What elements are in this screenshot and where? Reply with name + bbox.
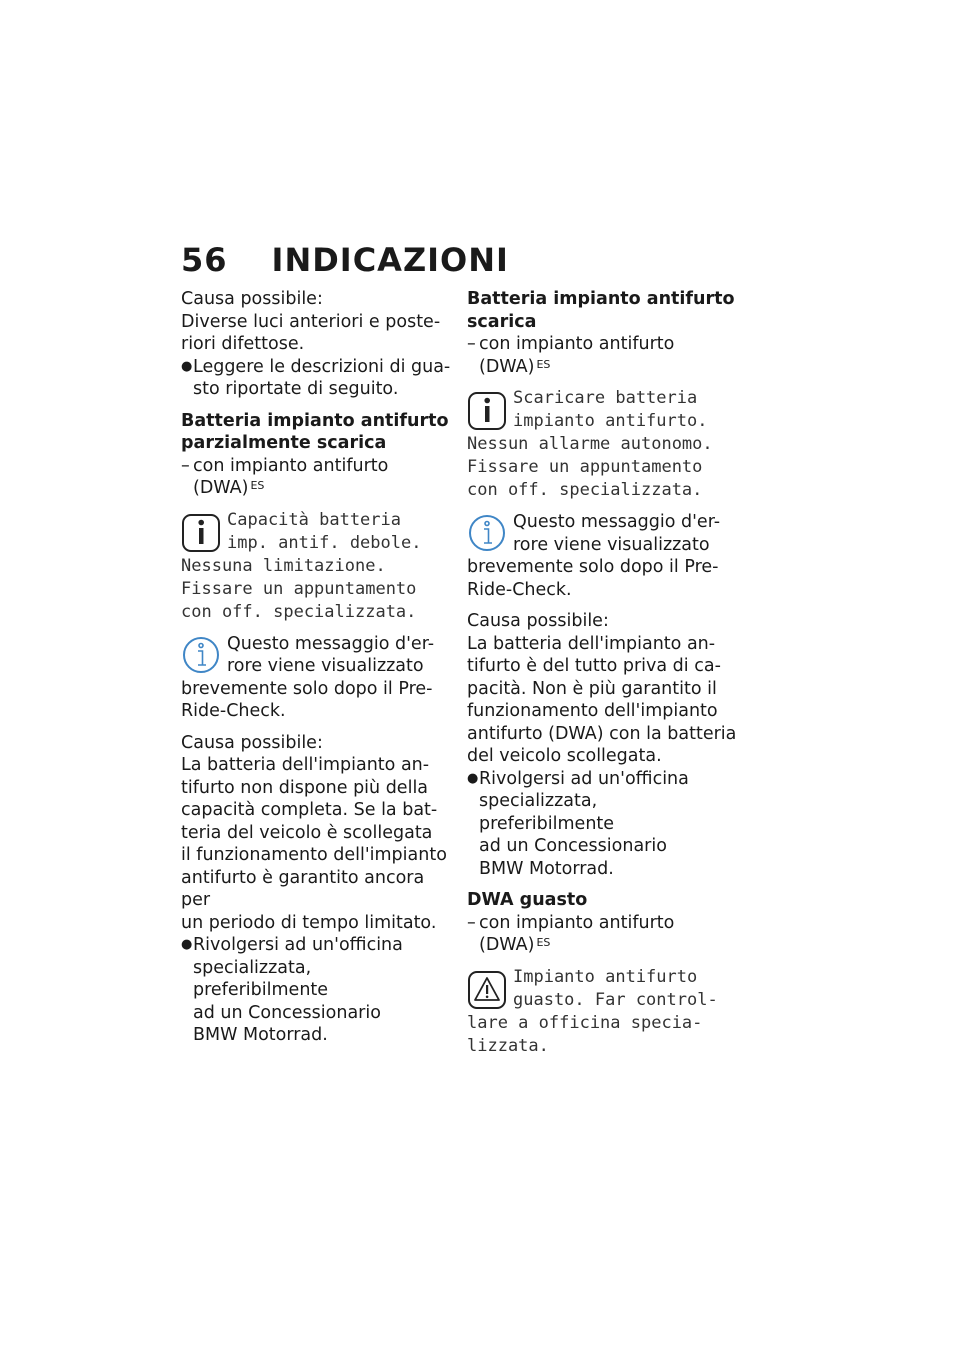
condition-item: – con impianto antifurto (DWA) $^{ES}$	[467, 912, 675, 955]
cause-line: Diverse luci anteriori e poste-	[181, 311, 441, 332]
bullet-icon: ●	[181, 937, 193, 952]
section-title: Batteria impianto antifurto	[467, 289, 735, 309]
section-title: Batteria impianto antifurto	[181, 410, 449, 431]
display-message: Scaricare batteria impianto antifurto. Nessun allarme autonomo. Fissare un appuntamento con off. specializzata.	[467, 388, 713, 500]
bullet-item: ● Rivolgersi ad un'officina specializzata, preferibilmente ad un Concessionario BMW Motorrad.	[467, 768, 689, 879]
display-message: Capacità batteria imp. antif. debole. Nessuna limitazione. Fissare un appuntamento con off. specializzata.	[181, 509, 422, 622]
condition-item: – con impianto antifurto (DWA) $^{ES}$	[181, 455, 389, 498]
right-column: Batteria impianto antifurto scarica – con impianto antifurto (DWA) $^{ES}$ Scaricare batteria impianto antifurto. Nessun allarme autonomo. Fissare un appuntamento con off. specializzata. Questo messaggio d'er- rore viene visualizzato brevemente solo dopo il Pre- Ride-Check. Causa possibile: La batteria dell'impianto an- tifurto è del tutto priva di ca- pacità. Non è più garantito il funzionamento dell'impianto antifurto (DWA) con la batteria del veicolo scollegata. ● Rivolgersi ad un'officina specializzata, preferibilmente ad un Concessionario BMW Motorrad. DWA guasto – con impianto antifurto (DWA) $^{ES}$ Impianto antifurto guasto. Far control- lare a officina specia- lizzata.	[467, 289, 737, 1056]
warning-icon	[467, 968, 507, 1012]
info-icon	[181, 511, 221, 555]
bullet-icon: ●	[181, 358, 193, 374]
hint-note: Questo messaggio d'er- rore viene visualizzato brevemente solo dopo il Pre- Ride-Check.	[467, 512, 721, 600]
cause-label: Causa possibile:	[181, 732, 323, 753]
bullet-item: ● Rivolgersi ad un'officina specializzata, preferibilmente ad un Concessionario BMW Motorrad.	[181, 935, 403, 1045]
hint-note: Questo messaggio d'er- rore viene visualizzato brevemente solo dopo il Pre- Ride-Check.	[181, 633, 435, 721]
left-column: Causa possibile: Diverse luci anteriori e poste- riori difettose. ● Leggere le descrizioni di gua- sto riportate di seguito. Batteria impianto antifurto parzialmente scarica – con impianto antifurto (DWA) $^{ES}$ Capacità batteria imp. antif. debole. Nessuna limitazione. Fissare un appuntamento con off. specializzata. Questo messaggio d'er- rore viene visualizzato brevemente solo dopo il Pre- Ride-Check. Causa possibile: La batteria dell'impianto an- tifurto non dispone più della capacità completa. Se la bat- teria del veicolo è scollegata il funzionamento dell'impianto antifurto è garantito ancora per un periodo di tempo limitato. ● Rivolgersi ad un'officina specializzata, preferibilmente ad un Concessionario BMW Motorrad.	[181, 289, 451, 1045]
cause-line: riori difettose.	[181, 334, 305, 354]
section-title: DWA guasto	[467, 890, 588, 910]
hint-icon	[467, 513, 507, 555]
section-title: scarica	[467, 311, 537, 332]
page-header	[181, 240, 509, 280]
hint-icon	[181, 635, 221, 677]
display-message: Impianto antifurto guasto. Far control- lare a officina specia- lizzata.	[467, 966, 718, 1056]
bullet-item: ● Leggere le descrizioni di gua- sto riportate di seguito.	[181, 356, 451, 399]
equipment-superscript: ES	[536, 357, 551, 371]
condition-item: – con impianto antifurto (DWA) $^{ES}$	[467, 334, 675, 377]
section-title: parzialmente scarica	[181, 433, 387, 453]
equipment-superscript: ES	[536, 936, 551, 949]
bullet-icon: ●	[467, 770, 479, 786]
equipment-superscript: ES	[250, 479, 265, 492]
cause-label: Causa possibile:	[181, 289, 323, 309]
info-icon	[467, 389, 507, 433]
cause-label: Causa possibile:	[467, 611, 609, 631]
page-number: 56	[181, 241, 228, 279]
page-title: INDICAZIONI	[271, 241, 509, 279]
